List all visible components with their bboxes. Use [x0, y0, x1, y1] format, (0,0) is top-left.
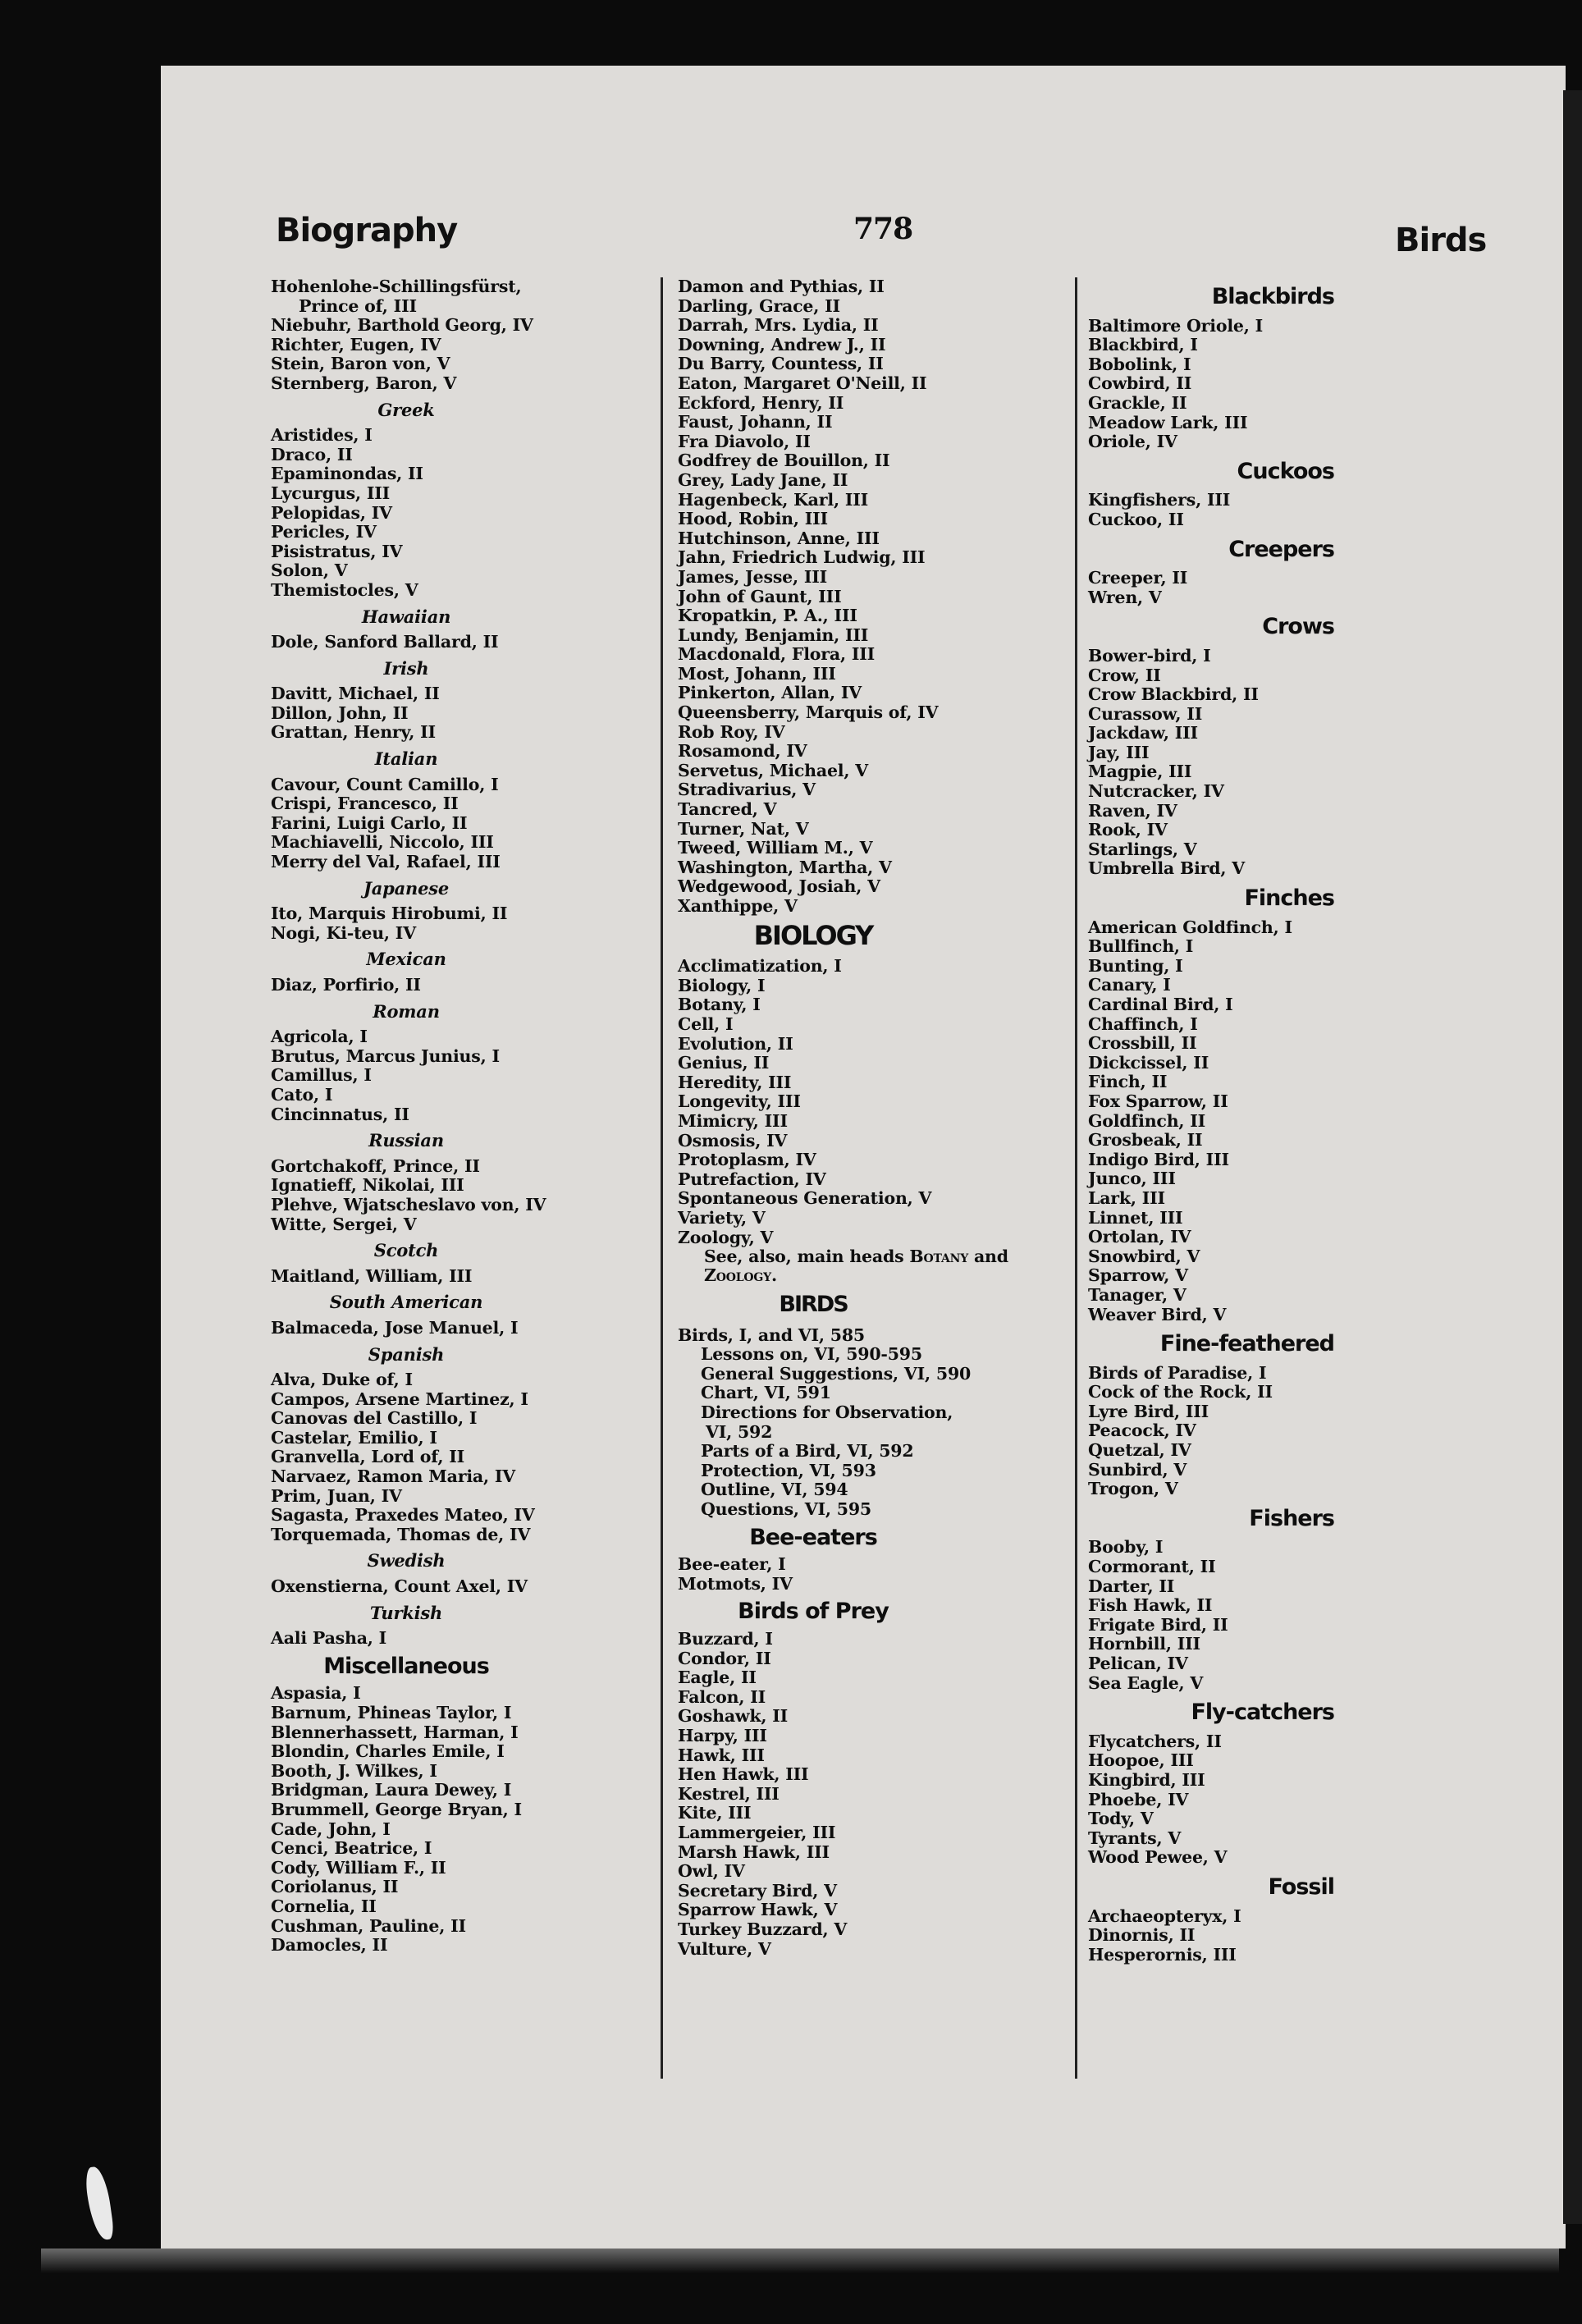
- index-entry: Tanager, V: [1088, 1284, 1186, 1305]
- index-entry: Zoology, V: [678, 1227, 774, 1247]
- index-entry: Camillus, I: [271, 1065, 372, 1086]
- index-entry: Xanthippe, V: [678, 896, 798, 916]
- index-entry: Hohenlohe-Schillingsfürst,: [271, 277, 522, 296]
- index-subentry: Lessons on, VI, 590-595: [701, 1344, 922, 1365]
- index-entry: Aristides, I: [271, 425, 373, 446]
- index-entry: Richter, Eugen, IV: [271, 334, 441, 355]
- index-column-1: [271, 277, 656, 1956]
- index-entry: Dillon, John, II: [271, 702, 409, 723]
- index-entry: Grattan, Henry, II: [271, 722, 436, 743]
- index-entry: Peacock, IV: [1088, 1420, 1196, 1441]
- index-entry: Owl, IV: [678, 1861, 745, 1882]
- section-heading: BIOLOGY: [753, 919, 873, 951]
- section-heading: Italian: [374, 748, 438, 770]
- index-entry: Booth, J. Wilkes, I: [271, 1760, 437, 1781]
- index-entry: Blondin, Charles Emile, I: [271, 1741, 505, 1762]
- page-number: 778: [853, 212, 913, 246]
- index-entry: Kingfishers, III: [1088, 490, 1231, 510]
- index-entry: Wedgewood, Josiah, V: [678, 876, 880, 897]
- index-entry: Prim, Juan, IV: [271, 1485, 402, 1506]
- note-text: See, also, main heads: [704, 1247, 910, 1267]
- index-entry: Lyre Bird, III: [1088, 1401, 1209, 1421]
- index-entry: Cato, I: [271, 1084, 333, 1105]
- index-entry: Longevity, III: [678, 1091, 801, 1112]
- index-entry: Eagle, II: [678, 1668, 757, 1688]
- index-entry: Darter, II: [1088, 1576, 1175, 1596]
- index-entry: Turner, Nat, V: [678, 818, 809, 839]
- index-entry: Blennerhassett, Harman, I: [271, 1722, 519, 1742]
- index-entry: Hawk, III: [678, 1745, 765, 1765]
- section-heading: Japanese: [363, 877, 450, 899]
- index-entry: Phoebe, IV: [1088, 1789, 1189, 1809]
- index-entry: Witte, Sergei, V: [271, 1214, 417, 1234]
- index-subentry: Questions, VI, 595: [701, 1499, 871, 1520]
- index-entry: Eckford, Henry, II: [678, 392, 844, 413]
- index-entry: Brutus, Marcus Junius, I: [271, 1045, 500, 1066]
- index-entry: Pericles, IV: [271, 522, 377, 542]
- index-entry: Bower-bird, I: [1088, 645, 1211, 666]
- section-heading: Greek: [377, 399, 435, 420]
- index-entry: Genius, II: [678, 1053, 770, 1073]
- column-rule: [1075, 277, 1077, 2079]
- cross-reference: Botany: [909, 1247, 969, 1267]
- index-subentry: Parts of a Bird, VI, 592: [701, 1441, 914, 1462]
- index-entry: Meadow Lark, III: [1088, 412, 1248, 432]
- index-entry: Pelopidas, IV: [271, 502, 392, 523]
- index-entry: Snowbird, V: [1088, 1246, 1200, 1266]
- index-entry: Flycatchers, II: [1088, 1731, 1222, 1751]
- index-entry: Wood Pewee, V: [1088, 1847, 1228, 1868]
- index-entry: Lycurgus, III: [271, 483, 391, 503]
- index-entry: Campos, Arsene Martinez, I: [271, 1388, 528, 1409]
- index-entry: Birds of Paradise, I: [1088, 1362, 1267, 1383]
- index-entry: Biology, I: [678, 975, 766, 995]
- index-entry: Marsh Hawk, III: [678, 1841, 830, 1862]
- index-entry: Barnum, Phineas Taylor, I: [271, 1703, 512, 1722]
- index-entry: Linnet, III: [1088, 1207, 1183, 1228]
- index-entry: Hesperornis, III: [1088, 1944, 1237, 1965]
- index-entry: Junco, III: [1088, 1169, 1176, 1189]
- index-entry: Dinornis, II: [1088, 1925, 1196, 1946]
- index-entry: Kite, III: [678, 1803, 752, 1823]
- index-entry: Gortchakoff, Prince, II: [271, 1155, 480, 1176]
- index-entry: Oxenstierna, Count Axel, IV: [271, 1576, 528, 1597]
- index-entry: Tody, V: [1088, 1809, 1154, 1829]
- index-entry: Stradivarius, V: [678, 780, 816, 800]
- index-entry: Tancred, V: [678, 799, 777, 820]
- index-entry: Alva, Duke of, I: [271, 1370, 413, 1390]
- index-entry: Washington, Martha, V: [678, 857, 892, 877]
- index-entry: Vulture, V: [678, 1938, 771, 1959]
- index-entry: Nutcracker, IV: [1088, 781, 1224, 802]
- index-entry: Kropatkin, P. A., III: [678, 606, 857, 626]
- section-heading: Fine-feathered: [1159, 1331, 1334, 1357]
- index-subentry: VI, 592: [706, 1421, 773, 1442]
- index-entry: Crow, II: [1088, 665, 1161, 685]
- index-entry: Grackle, II: [1088, 392, 1187, 413]
- index-entry: Falcon, II: [678, 1686, 766, 1707]
- index-entry: Booby, I: [1088, 1537, 1164, 1558]
- index-entry: Baltimore Oriole, I: [1088, 315, 1264, 336]
- index-entry: Hood, Robin, III: [678, 509, 828, 529]
- section-heading: Scotch: [373, 1240, 439, 1261]
- index-entry: Jahn, Friedrich Ludwig, III: [678, 547, 926, 568]
- index-entry: Machiavelli, Niccolo, III: [271, 832, 494, 853]
- index-entry: Solon, V: [271, 560, 348, 581]
- index-entry: Cenci, Beatrice, I: [271, 1838, 432, 1859]
- index-entry: Kingbird, III: [1088, 1769, 1205, 1790]
- index-column-3: [1088, 277, 1498, 1965]
- section-heading: Fly-catchers: [1191, 1700, 1334, 1726]
- index-entry: Spontaneous Generation, V: [678, 1188, 932, 1209]
- index-entry: Buzzard, I: [678, 1629, 773, 1649]
- index-entry: Cuckoo, II: [1088, 509, 1184, 529]
- index-entry: Raven, IV: [1088, 800, 1177, 821]
- index-entry: Fra Diavolo, II: [678, 431, 811, 451]
- index-entry: Cody, William F., II: [271, 1857, 446, 1878]
- index-entry: Plehve, Wjatscheslavo von, IV: [271, 1194, 546, 1215]
- index-entry: Acclimatization, I: [678, 956, 842, 977]
- index-entry: Osmosis, IV: [678, 1130, 788, 1151]
- index-entry: Balmaceda, Jose Manuel, I: [271, 1317, 519, 1338]
- index-entry: Lammergeier, III: [678, 1822, 836, 1842]
- section-heading: South American: [329, 1292, 483, 1313]
- section-heading: BIRDS: [779, 1292, 848, 1318]
- index-entry: Wren, V: [1088, 587, 1162, 607]
- index-entry: Darrah, Mrs. Lydia, II: [678, 315, 879, 336]
- index-entry: Sparrow Hawk, V: [678, 1900, 838, 1920]
- index-entry: Davitt, Michael, II: [271, 684, 440, 704]
- section-heading: Cuckoos: [1237, 458, 1334, 484]
- index-entry: Finch, II: [1088, 1072, 1168, 1092]
- index-entry: Turkey Buzzard, V: [678, 1919, 848, 1939]
- index-subentry: Protection, VI, 593: [701, 1460, 876, 1480]
- index-entry: Heredity, III: [678, 1072, 792, 1092]
- index-entry: Eaton, Margaret O'Neill, II: [678, 373, 927, 393]
- index-entry: Damocles, II: [271, 1935, 388, 1956]
- index-entry: Rob Roy, IV: [678, 721, 785, 742]
- index-entry: Harpy, III: [678, 1725, 767, 1745]
- index-entry: Lundy, Benjamin, III: [678, 624, 869, 645]
- index-entry: Merry del Val, Rafael, III: [271, 852, 501, 872]
- index-entry: Curassow, II: [1088, 703, 1203, 724]
- section-heading: Blackbirds: [1211, 284, 1334, 309]
- index-entry: Cowbird, II: [1088, 373, 1192, 394]
- section-heading: Hawaiian: [361, 606, 451, 627]
- index-entry: Evolution, II: [678, 1033, 793, 1054]
- index-entry: Cock of the Rock, II: [1088, 1382, 1273, 1402]
- page-bottom-shadow: [41, 2249, 1559, 2273]
- index-entry: Bullfinch, I: [1088, 936, 1194, 957]
- section-heading: Finches: [1244, 885, 1334, 912]
- index-entry: Diaz, Porfirio, II: [271, 975, 421, 995]
- index-entry: Cade, John, I: [271, 1818, 391, 1839]
- index-entry: Rosamond, IV: [678, 741, 807, 762]
- index-entry: Sunbird, V: [1088, 1459, 1187, 1480]
- index-entry: Weaver Bird, V: [1088, 1304, 1227, 1324]
- index-entry: Cavour, Count Camillo, I: [271, 774, 499, 794]
- index-entry: Pelican, IV: [1088, 1654, 1188, 1673]
- cross-reference: Zoology: [704, 1265, 771, 1286]
- index-entry: Themistocles, V: [271, 579, 418, 600]
- index-column-2: [678, 277, 1063, 1959]
- index-entry: Coriolanus, II: [271, 1877, 399, 1897]
- index-entry: Cormorant, II: [1088, 1557, 1216, 1577]
- index-entry: Godfrey de Bouillon, II: [678, 451, 890, 471]
- index-entry: Prince of, III: [299, 295, 417, 316]
- index-entry: Sea Eagle, V: [1088, 1672, 1204, 1693]
- index-entry: Creeper, II: [1088, 568, 1188, 588]
- index-entry: Hornbill, III: [1088, 1634, 1200, 1654]
- index-entry: Bobolink, I: [1088, 354, 1191, 374]
- index-entry: Crow Blackbird, II: [1088, 684, 1259, 705]
- index-entry: Stein, Baron von, V: [271, 354, 450, 374]
- index-entry: Frigate Bird, II: [1088, 1614, 1228, 1635]
- index-entry: Grosbeak, II: [1088, 1130, 1203, 1151]
- index-entry: Variety, V: [678, 1207, 766, 1228]
- section-heading: Miscellaneous: [323, 1653, 489, 1679]
- index-entry: Jay, III: [1088, 742, 1150, 762]
- index-entry: Sternberg, Baron, V: [271, 373, 457, 393]
- index-entry: Trogon, V: [1088, 1479, 1178, 1499]
- note-text: .: [770, 1265, 777, 1286]
- index-entry: Macdonald, Flora, III: [678, 644, 875, 665]
- index-entry: Rook, IV: [1088, 820, 1168, 840]
- index-entry: Epaminondas, II: [271, 464, 423, 484]
- column-rule: [661, 277, 663, 2079]
- paper-blemish: [84, 2166, 115, 2242]
- index-entry: James, Jesse, III: [678, 566, 828, 587]
- index-entry: Tweed, William M., V: [678, 838, 873, 858]
- index-entry: Du Barry, Countess, II: [678, 354, 884, 374]
- index-entry: Botany, I: [678, 995, 761, 1015]
- see-also-note: [678, 1247, 1063, 1285]
- index-entry: Bridgman, Laura Dewey, I: [271, 1780, 512, 1800]
- index-entry: Cincinnatus, II: [271, 1104, 409, 1124]
- index-entry: Ortolan, IV: [1088, 1227, 1191, 1247]
- section-heading: Swedish: [367, 1550, 446, 1571]
- index-entry: Oriole, IV: [1088, 432, 1177, 452]
- index-subentry: General Suggestions, VI, 590: [701, 1363, 972, 1384]
- index-subentry: Directions for Observation,: [701, 1402, 953, 1423]
- index-entry: Farini, Luigi Carlo, II: [271, 812, 468, 833]
- index-entry: Cell, I: [678, 1013, 734, 1034]
- index-entry: Umbrella Bird, V: [1088, 858, 1245, 879]
- index-entry: Indigo Bird, III: [1088, 1149, 1229, 1169]
- index-entry: Maitland, William, III: [271, 1265, 473, 1286]
- index-entry: Cushman, Pauline, II: [271, 1915, 466, 1936]
- index-entry: Brummell, George Bryan, I: [271, 1799, 522, 1819]
- index-entry: Hutchinson, Anne, III: [678, 528, 880, 548]
- index-entry: Hagenbeck, Karl, III: [678, 489, 869, 510]
- index-entry: Narvaez, Ramon Maria, IV: [271, 1466, 515, 1487]
- index-entry: Queensberry, Marquis of, IV: [678, 702, 939, 723]
- index-entry: Motmots, IV: [678, 1573, 793, 1594]
- page-edge: [1563, 90, 1582, 2224]
- index-entry: Lark, III: [1088, 1187, 1165, 1208]
- index-entry: Aspasia, I: [271, 1683, 361, 1704]
- index-entry: Goldfinch, II: [1088, 1110, 1206, 1131]
- section-heading: Mexican: [366, 949, 446, 970]
- index-entry: Starlings, V: [1088, 839, 1197, 859]
- index-entry: Crispi, Francesco, II: [271, 794, 459, 814]
- index-entry: Aali Pasha, I: [271, 1628, 387, 1649]
- index-entry: Grey, Lady Jane, II: [678, 469, 848, 490]
- section-heading: Roman: [373, 1000, 440, 1022]
- index-entry: Damon and Pythias, II: [678, 277, 885, 296]
- index-entry: Castelar, Emilio, I: [271, 1427, 437, 1448]
- index-entry: Ito, Marquis Hirobumi, II: [271, 904, 508, 924]
- index-entry: Fish Hawk, II: [1088, 1595, 1213, 1616]
- index-entry: Cardinal Bird, I: [1088, 995, 1233, 1014]
- index-entry: Chaffinch, I: [1088, 1013, 1198, 1034]
- note-text: and: [968, 1247, 1008, 1267]
- index-entry: Bunting, I: [1088, 955, 1183, 976]
- section-heading: Irish: [383, 657, 429, 679]
- index-entry: Dickcissel, II: [1088, 1052, 1209, 1073]
- running-head-right: Birds: [1395, 222, 1487, 259]
- section-heading: Spanish: [368, 1343, 445, 1365]
- section-heading: Turkish: [369, 1602, 443, 1623]
- index-entry: Downing, Andrew J., II: [678, 334, 886, 355]
- index-entry: Draco, II: [271, 444, 353, 464]
- running-head-left: Biography: [276, 212, 458, 249]
- section-heading: Russian: [368, 1130, 444, 1151]
- index-entry: Nogi, Ki-teu, IV: [271, 922, 416, 943]
- index-entry: Hen Hawk, III: [678, 1764, 809, 1785]
- index-entry: Sagasta, Praxedes Mateo, IV: [271, 1505, 535, 1526]
- index-entry: Protoplasm, IV: [678, 1150, 816, 1170]
- index-entry: Ignatieff, Nikolai, III: [271, 1175, 464, 1196]
- section-heading: Bee-eaters: [749, 1524, 877, 1550]
- index-entry: Putrefaction, IV: [678, 1169, 826, 1189]
- index-entry: Granvella, Lord of, II: [271, 1447, 465, 1467]
- index-entry: Crossbill, II: [1088, 1033, 1197, 1054]
- index-entry: Goshawk, II: [678, 1706, 789, 1727]
- section-heading: Birds of Prey: [738, 1599, 889, 1625]
- index-entry: Hoopoe, III: [1088, 1750, 1194, 1771]
- section-heading: Fossil: [1268, 1873, 1334, 1900]
- index-entry: American Goldfinch, I: [1088, 917, 1292, 937]
- index-entry: Dole, Sanford Ballard, II: [271, 632, 499, 652]
- index-entry: Sparrow, V: [1088, 1265, 1188, 1286]
- index-entry: Cornelia, II: [271, 1896, 377, 1916]
- index-entry: Canovas del Castillo, I: [271, 1408, 478, 1429]
- index-entry: Fox Sparrow, II: [1088, 1091, 1228, 1111]
- index-entry: Most, Johann, III: [678, 663, 836, 684]
- index-entry: Torquemada, Thomas de, IV: [271, 1524, 531, 1544]
- section-heading: Creepers: [1228, 536, 1334, 562]
- index-entry: John of Gaunt, III: [678, 586, 842, 606]
- section-heading: Fishers: [1249, 1505, 1334, 1531]
- index-entry: Birds, I, and VI, 585: [678, 1324, 865, 1345]
- index-subentry: Chart, VI, 591: [701, 1383, 831, 1403]
- index-entry: Condor, II: [678, 1648, 771, 1668]
- index-entry: Secretary Bird, V: [678, 1880, 837, 1901]
- index-entry: Servetus, Michael, V: [678, 760, 868, 780]
- index-entry: Mimicry, III: [678, 1110, 788, 1131]
- index-entry: Kestrel, III: [678, 1783, 780, 1804]
- index-entry: Niebuhr, Barthold Georg, IV: [271, 315, 533, 336]
- index-entry: Quetzal, IV: [1088, 1440, 1191, 1461]
- index-entry: Bee-eater, I: [678, 1554, 786, 1575]
- index-entry: Jackdaw, III: [1088, 723, 1198, 743]
- index-entry: Magpie, III: [1088, 762, 1192, 782]
- index-entry: Darling, Grace, II: [678, 295, 840, 316]
- index-entry: Agricola, I: [271, 1027, 368, 1047]
- index-subentry: Outline, VI, 594: [701, 1480, 848, 1500]
- section-heading: Crows: [1262, 614, 1334, 640]
- index-entry: Pinkerton, Allan, IV: [678, 683, 862, 703]
- index-entry: Archaeopteryx, I: [1088, 1905, 1241, 1926]
- index-entry: Pisistratus, IV: [271, 541, 403, 561]
- index-entry: Tyrants, V: [1088, 1828, 1182, 1848]
- index-entry: Blackbird, I: [1088, 335, 1198, 355]
- index-entry: Faust, Johann, II: [678, 412, 833, 432]
- index-entry: Canary, I: [1088, 975, 1171, 995]
